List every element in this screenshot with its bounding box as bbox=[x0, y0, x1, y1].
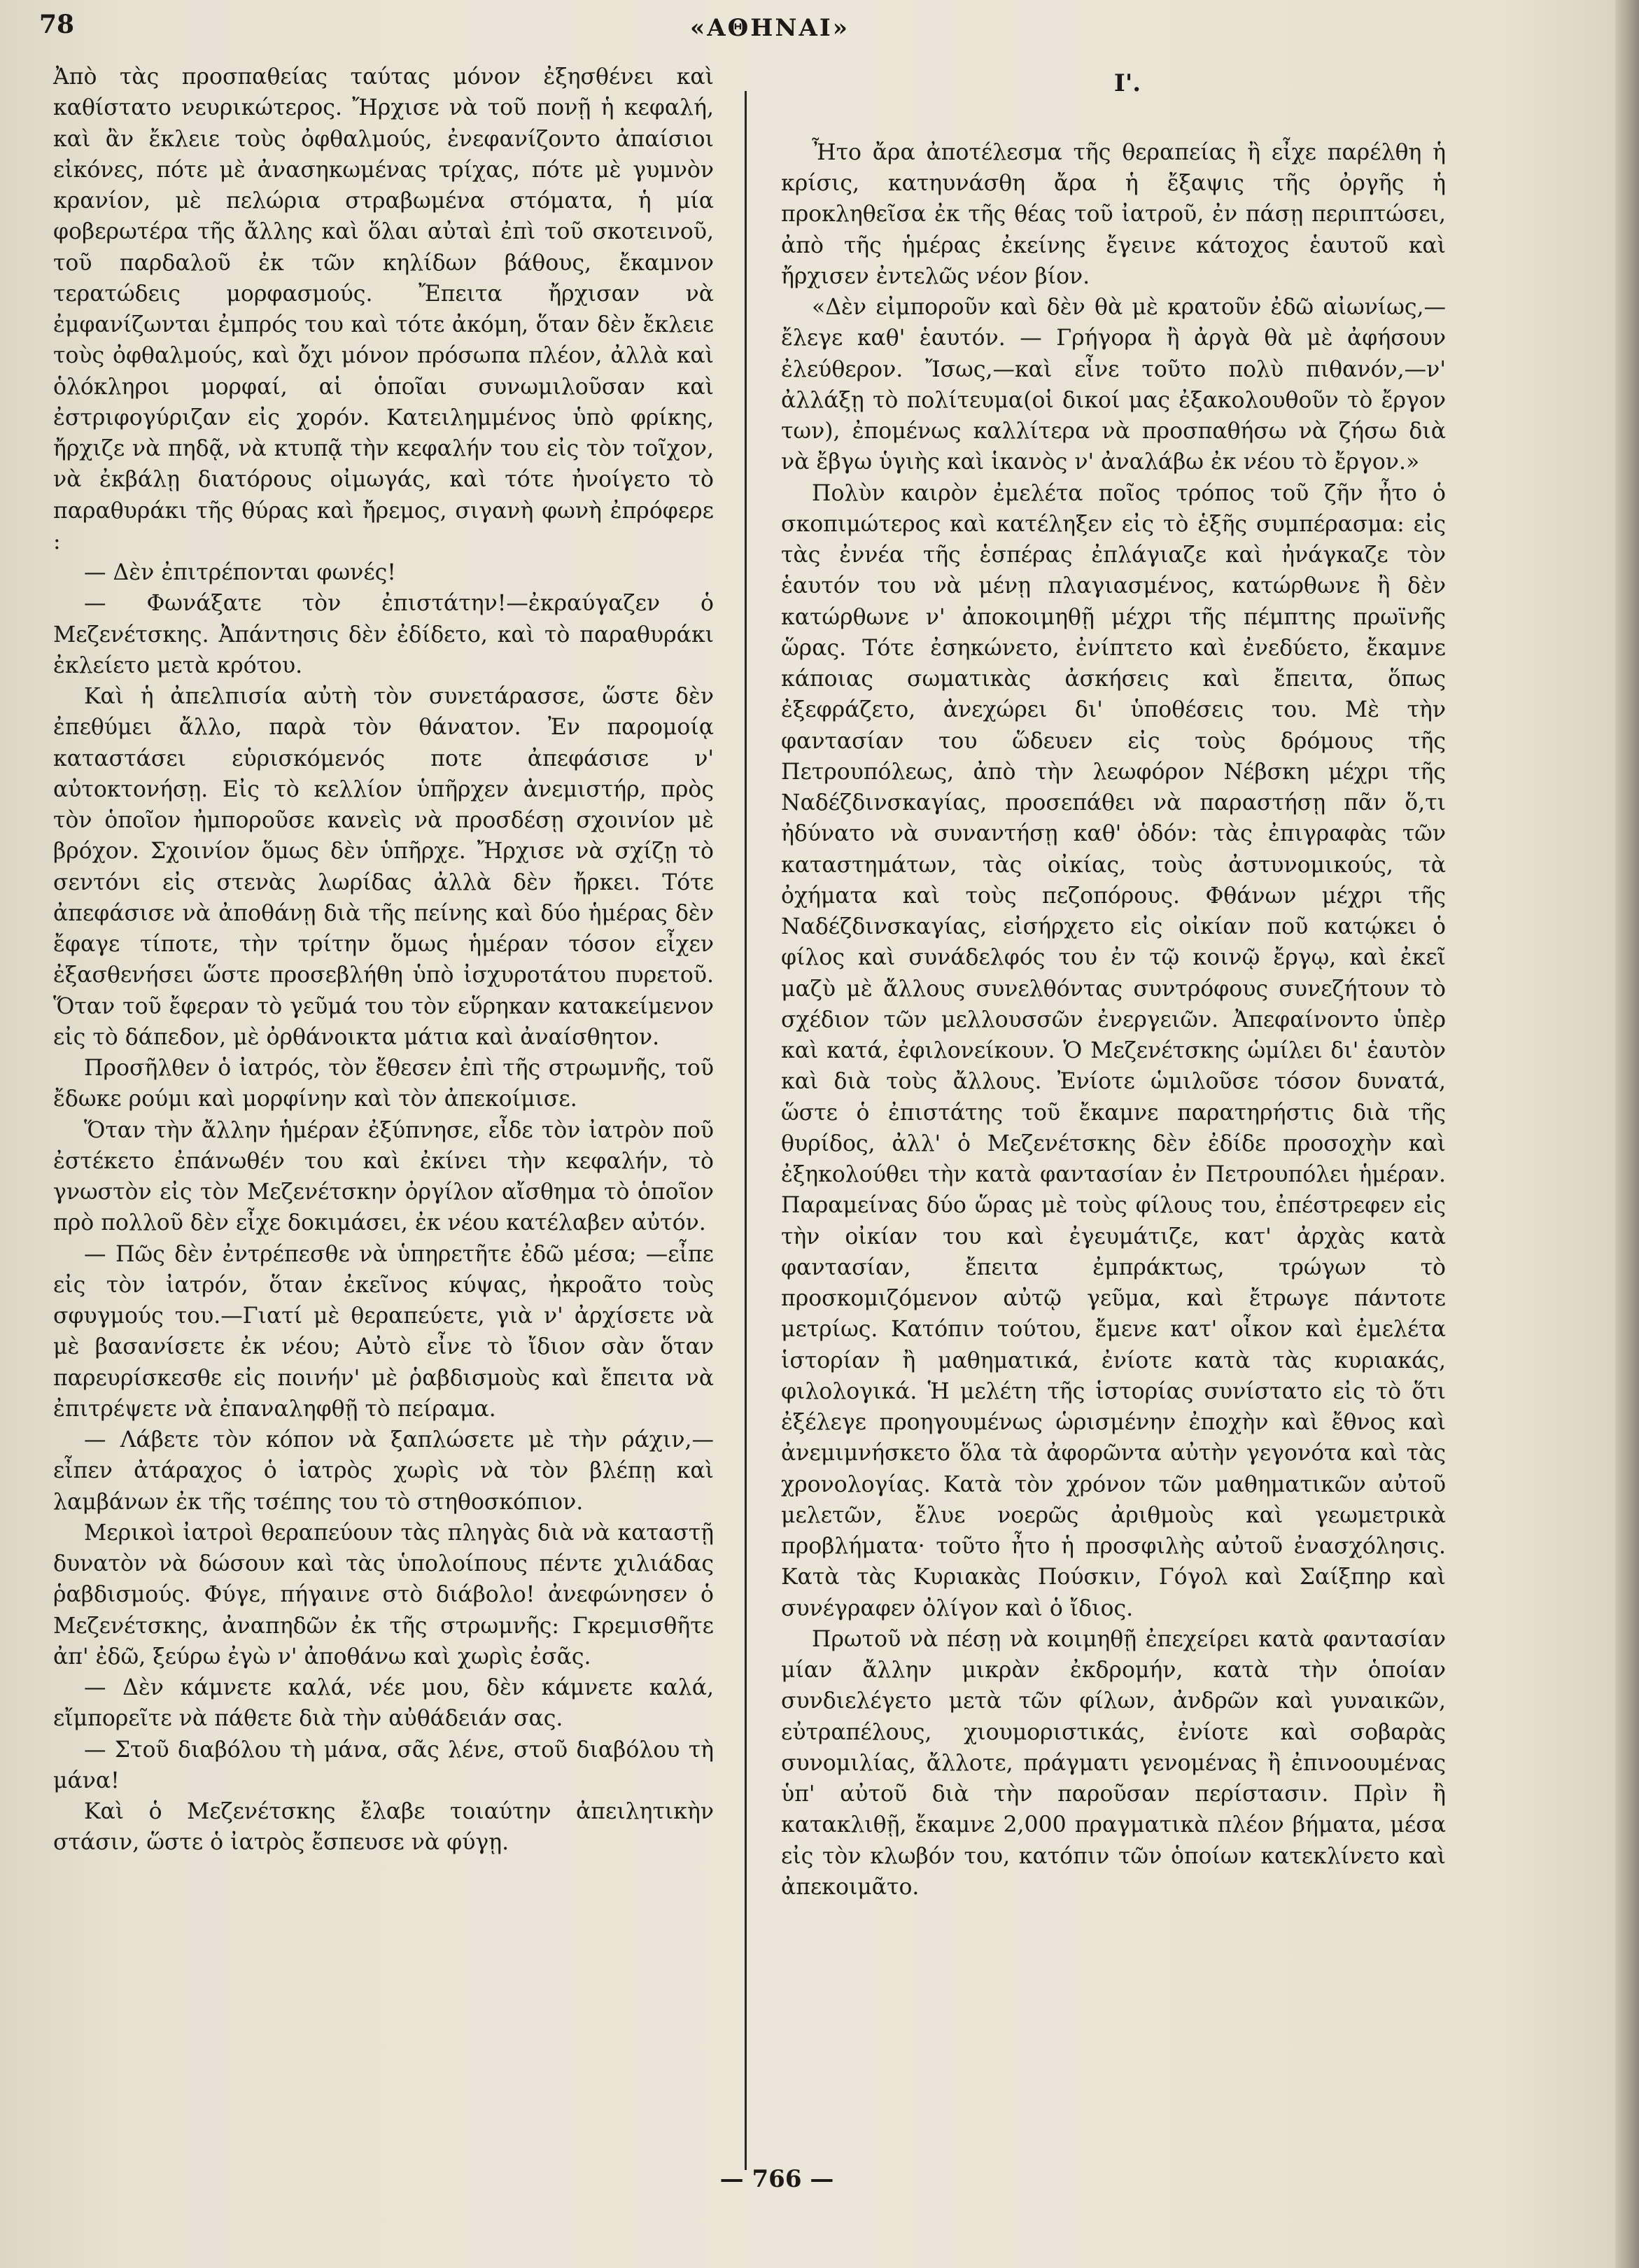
page-number-top: 78 bbox=[39, 10, 75, 39]
paragraph: Πρωτοῦ νὰ πέσῃ νὰ κοιμηθῇ ἐπεχείρει κατὰ φαντασίαν μίαν ἄλλην μικρὰν ἐκδρομήν, κατὰ τὴν ὁποίαν συνδιελέγετο μετὰ τῶν φίλων, ἀνδρῶν καὶ γυναικῶν, εὐτραπέλους, χιουμοριστικάς, ἐνίοτε καὶ σοβαρὰς συνομιλίας, ἄλλοτε, πράγματι γενομένας ἢ ἐπινοουμένας ὑπ' αὐτοῦ διὰ τὴν παροῦσαν περίστασιν. Πρὶν ἢ κατακλιθῇ, ἔκαμνε 2,000 πραγματικὰ πλέον βήματα, μέσα εἰς τὸν κλωβόν του, κατόπιν τῶν ὁποίων κατεκλίνετο καὶ ἀπεκοιμᾶτο. bbox=[781, 1626, 1446, 1900]
binding-edge bbox=[1615, 0, 1639, 2268]
page-number-footer: — 766 — bbox=[719, 2165, 834, 2193]
column-divider bbox=[745, 91, 747, 2170]
paragraph: — Πῶς δὲν ἐντρέπεσθε νὰ ὑπηρετῆτε ἐδῶ μέσα; —εἶπε εἰς τὸν ἰατρόν, ὅταν ἐκεῖνος κύψας, ἠκροᾶτο τοὺς σφυγμούς του.—Γιατί μὲ θεραπεύετε, γιὰ ν' ἀρχίσετε νὰ μὲ βασανίσετε ἐκ νέου; Αὐτὸ εἶνε τὸ ἴδιον σὰν ὅταν παρευρίσκεσθε εἰς ποινήν' μὲ ῥαβδισμοὺς καὶ ἔπειτα νὰ ἐπιτρέψετε νὰ ἐπαναληφθῇ τὸ πείραμα. bbox=[53, 1241, 714, 1422]
paragraph: — Φωνάξατε τὸν ἐπιστάτην!—ἐκραύγαζεν ὁ Μεζενέτσκης. Ἀπάντησις δὲν ἐδίδετο, καὶ τὸ παραθυράκι ἐκλείετο μετὰ κρότου. bbox=[53, 591, 714, 678]
paragraph: Καὶ ἡ ἀπελπισία αὐτὴ τὸν συνετάρασσε, ὥστε δὲν ἐπεθύμει ἄλλο, παρὰ τὸν θάνατον. Ἐν παρομοίᾳ καταστάσει εὑρισκόμενός ποτε ἀπεφάσισε ν' αὐτοκτονήσῃ. Εἰς τὸ κελλίον ὑπῆρχεν ἀνεμιστήρ, πρὸς τὸν ὁποῖον ἠμποροῦσε κανεὶς νὰ προσδέσῃ σχοινίον μὲ βρόχον. Σχοινίον ὅμως δὲν ὑπῆρχε. Ἤρχισε νὰ σχίζῃ τὸ σεντόνι εἰς στενὰς λωρίδας ἀλλὰ δὲν ἤρκει. Τότε ἀπεφάσισε νὰ ἀποθάνῃ διὰ τῆς πείνης καὶ δύο ἡμέρας δὲν ἔφαγε τίποτε, τὴν τρίτην ὅμως ἡμέραν τόσον εἶχεν ἐξασθενήσει ὥστε προσεβλήθη ὑπὸ ἰσχυροτάτου πυρετοῦ. Ὅταν τοῦ ἔφεραν τὸ γεῦμά του τὸν εὕρηκαν κατακείμενον εἰς τὸ δάπεδον, μὲ ὀρθάνοικτα μάτια καὶ ἀναίσθητον. bbox=[53, 684, 714, 1050]
paragraph: — Λάβετε τὸν κόπον νὰ ξαπλώσετε μὲ τὴν ράχιν,—εἶπεν ἀτάραχος ὁ ἰατρὸς χωρὶς νὰ τὸν βλέπῃ καὶ λαμβάνων ἐκ τῆς τσέπης του τὸ στηθοσκόπιον. bbox=[53, 1427, 714, 1515]
paragraph: «Δὲν εἰμποροῦν καὶ δὲν θὰ μὲ κρατοῦν ἐδῶ αἰωνίως,—ἔλεγε καθ' ἑαυτόν. — Γρήγορα ἢ ἀργὰ θὰ μὲ ἀφήσουν ἐλεύθερον. Ἴσως,—καὶ εἶνε τοῦτο πολὺ πιθανόν,—ν' ἀλλάξῃ τὸ πολίτευμα(οἱ δικοί μας ἐξακολουθοῦν τὸ ἔργον των), ἐπομένως καλλίτερα νὰ προσπαθήσω νὰ ζήσω διὰ νὰ ἔβγω ὑγιὴς καὶ ἱκανὸς ν' ἀναλάβω ἐκ νέου τὸ ἔργον.» bbox=[781, 295, 1446, 475]
paragraph: Καὶ ὁ Μεζενέτσκης ἔλαβε τοιαύτην ἀπειλητικὴν στάσιν, ὥστε ὁ ἰατρὸς ἔσπευσε νὰ φύγῃ. bbox=[53, 1799, 714, 1856]
right-column bbox=[781, 67, 1446, 1903]
paragraph: — Στοῦ διαβόλου τὴ μάνα, σᾶς λένε, στοῦ διαβόλου τὴ μάνα! bbox=[53, 1737, 714, 1793]
left-column bbox=[53, 62, 714, 1858]
running-title: «ΑΘΗΝΑΙ» bbox=[690, 14, 850, 42]
paragraph: — Δὲν ἐπιτρέπονται φωνές! bbox=[84, 560, 396, 585]
paragraph: — Δὲν κάμνετε καλά, νέε μου, δὲν κάμνετε καλά, εἴμπορεῖτε νὰ πάθετε διὰ τὴν αὐθάδειάν σας. bbox=[53, 1675, 714, 1732]
paragraph: Μερικοὶ ἰατροὶ θεραπεύουν τὰς πληγὰς διὰ νὰ καταστῇ δυνατὸν νὰ δώσουν καὶ τὰς ὑπολοίπους πέντε χιλιάδας ῥαβδισμούς. Φύγε, πήγαινε στὸ διάβολο! ἀνεφώνησεν ὁ Μεζενέτσκης, ἀναπηδῶν ἐκ τῆς στρωμνῆς: Γκρεμισθῆτε ἀπ' ἐδῶ, ξεύρω ἐγὼ ν' ἀποθάνω καὶ χωρὶς ἐσᾶς. bbox=[53, 1520, 714, 1670]
chapter-heading: Ι'. bbox=[1113, 69, 1141, 97]
paragraph: Προσῆλθεν ὁ ἰατρός, τὸν ἔθεσεν ἐπὶ τῆς στρωμνῆς, τοῦ ἔδωκε ρούμι καὶ μορφίνην καὶ τὸν ἀπεκοίμισε. bbox=[53, 1056, 714, 1112]
paragraph: Ἀπὸ τὰς προσπαθείας ταύτας μόνον ἐξησθένει καὶ καθίστατο νευρικώτερος. Ἤρχισε νὰ τοῦ πονῇ ἡ κεφαλή, καὶ ἂν ἔκλειε τοὺς ὀφθαλμούς, ἐνεφανίζοντο ἀπαίσιοι εἰκόνες, πότε μὲ ἀνασηκωμένας τρίχας, πότε μὲ γυμνὸν κρανίον, μὲ πελώρια στραβωμένα στόματα, ἡ μία φοβερωτέρα τῆς ἄλλης καὶ ὅλαι αὐταὶ ἐπὶ τοῦ σκοτεινοῦ, τοῦ παρδαλοῦ ἐκ τῶν κηλίδων βάθους, ἔκαμνον τερατώδεις μορφασμούς. Ἔπειτα ἤρχισαν νὰ ἐμφανίζωνται ἐμπρός του καὶ τότε ἀκόμη, ὅταν δὲν ἔκλειε τοὺς ὀφθαλμούς, καὶ ὄχι μόνον πρόσωπα πλέον, ἀλλὰ καὶ ὁλόκληροι μορφαί, αἱ ὁποῖαι συνωμιλοῦσαν καὶ ἐστριφογύριζαν εἰς χορόν. Κατειλημμένος ὑπὸ φρίκης, ἤρχιζε νὰ πηδᾷ, νὰ κτυπᾷ τὴν κεφαλήν του εἰς τὸν τοῖχον, νὰ ἐκβάλῃ διατόρους οἰμωγάς, καὶ τότε ἠνοίγετο τὸ παραθυράκι τῆς θύρας καὶ ἤρεμος, σιγανὴ φωνὴ ἐπρόφερε : bbox=[53, 64, 714, 554]
paragraph: Πολὺν καιρὸν ἐμελέτα ποῖος τρόπος τοῦ ζῆν ἦτο ὁ σκοπιμώτερος καὶ κατέληξεν εἰς τὸ ἑξῆς συμπέρασμα: εἰς τὰς ἐννέα τῆς ἑσπέρας ἐπλάγιαζε καὶ ἠνάγκαζε τὸν ἑαυτόν του νὰ μένῃ πλαγιασμένος, κατώρθωνε ἢ δὲν κατώρθωνε ν' ἀποκοιμηθῇ μέχρι τῆς πέμπτης πρωϊνῆς ὥρας. Τότε ἐσηκώνετο, ἐνίπτετο καὶ ἐνεδύετο, ἔκαμνε κάποιας σωματικὰς ἀσκήσεις καὶ ἔπειτα, ὅπως ἐξεφράζετο, ἀνεχώρει δι' ὑποθέσεις του. Μὲ τὴν φαντασίαν του ὥδευεν εἰς τοὺς δρόμους τῆς Πετρουπόλεως, ἀπὸ τὴν λεωφόρον Νέβσκη μέχρι τῆς Ναδέζδινσκαγίας, προσεπάθει νὰ παραστήσῃ πᾶν ὅ,τι ἠδύνατο νὰ συναντήσῃ καθ' ὁδόν: τὰς ἐπιγραφὰς τῶν καταστημάτων, τὰς οἰκίας, τοὺς ἀστυνομικούς, τὰ ὀχήματα καὶ τοὺς πεζοπόρους. Φθάνων μέχρι τῆς Ναδέζδινσκαγίας, εἰσήρχετο εἰς οἰκίαν ποῦ κατῴκει ὁ φίλος καὶ συνάδελφός του ἐν τῷ κοινῷ ἔργῳ, καὶ ἐκεῖ μαζὺ μὲ ἄλλους συνελθόντας συντρόφους συνεζήτουν τὸ σχέδιον τῶν μελλουσσῶν ἐνεργειῶν. Ἀπεφαίνοντο ὑπὲρ καὶ κατά, ἐφιλονείκουν. Ὁ Μεζενέτσκης ὡμίλει δι' ἑαυτὸν καὶ διὰ τοὺς ἄλλους. Ἐνίοτε ὡμιλοῦσε τόσον δυνατά, ὥστε ὁ ἐπιστάτης τοῦ ἔκαμνε παρατηρήστις διὰ τῆς θυρίδος, ἀλλ' ὁ Μεζενέτσκης δὲν ἐδίδε προσοχὴν καὶ ἐξηκολούθει τὴν κατὰ φαντασίαν ἐν Πετρουπόλει ἡμέραν. Παραμείνας δύο ὥρας μὲ τοὺς φίλους του, ἐπέστρεφεν εἰς τὴν οἰκίαν του καὶ ἐγευμάτιζε, κατ' ἀρχὰς κατὰ φαντασίαν, ἔπειτα ἐμπράκτως, τρώγων τὸ προσκομιζόμενον αὐτῷ γεῦμα, καὶ ἔτρωγε πάντοτε μετρίως. Κατόπιν τούτου, ἔμενε κατ' οἶκον καὶ ἐμελέτα ἱστορίαν ἢ μαθηματικά, ἐνίοτε κατὰ τὰς κυριακάς, φιλολογικά. Ἡ μελέτη τῆς ἱστορίας συνίστατο εἰς τὸ ὅτι ἐξέλεγε προηγουμένως ὡρισμένην ἐποχὴν καὶ ἔθνος καὶ ἀνεμιμνήσκετο ὅλα τὰ ἀφορῶντα αὐτὴν γεγονότα καὶ τὰς χρονολογίας. Κατὰ τὸν χρόνον τῶν μαθηματικῶν αὐτοῦ μελετῶν, ἔλυε νοερῶς ἀριθμοὺς καὶ γεωμετρικὰ προβλήματα· τοῦτο ἦτο ἡ προσφιλὴς αὐτοῦ ἐνασχόλησις. Κατὰ τὰς Κυριακὰς Πούσκιν, Γόγολ καὶ Σαίξπηρ καὶ συνέγραφεν ὀλίγον καὶ ὁ ἴδιος. bbox=[781, 480, 1446, 1621]
paragraph: Ὅταν τὴν ἄλλην ἡμέραν ἐξύπνησε, εἶδε τὸν ἰατρὸν ποῦ ἐστέκετο ἐπάνωθέν του καὶ ἐκίνει τὴν κεφαλήν, τὸ γνωστὸν εἰς τὸν Μεζενέτσκην ὀργίλον αἴσθημα τὸ ὁποῖον πρὸ πολλοῦ δὲν εἶχε δοκιμάσει, ἐκ νέου κατέλαβεν αὐτόν. bbox=[53, 1117, 714, 1236]
paragraph: Ἦτο ἄρα ἀποτέλεσμα τῆς θεραπείας ἢ εἶχε παρέλθη ἡ κρίσις, κατηυνάσθη ἄρα ἡ ἔξαψις τῆς ὀργῆς ἡ προκληθεῖσα ἐκ τῆς θέας τοῦ ἰατροῦ, ἐν πάσῃ περιπτώσει, ἀπὸ τῆς ἡμέρας ἐκείνης ἔγεινε κάτοχος ἑαυτοῦ καὶ ἤρχισεν ἐντελῶς νέον βίον. bbox=[781, 139, 1446, 289]
